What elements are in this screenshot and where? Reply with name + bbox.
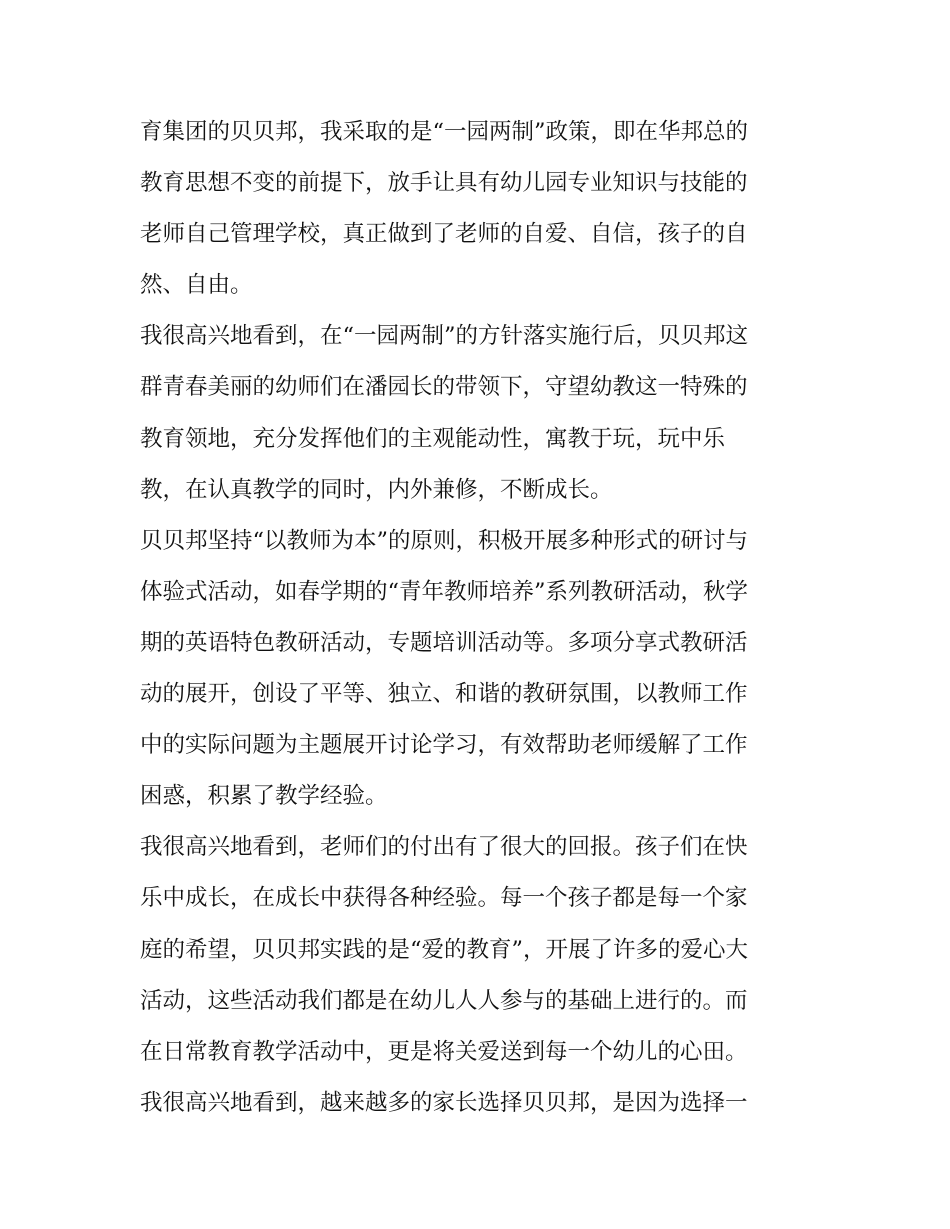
text-line: 庭的希望，贝贝邦实践的是“爱的教育”，开展了许多的爱心大 <box>140 936 749 963</box>
body-text <box>140 107 820 1129</box>
text-line: 育集团的贝贝邦，我采取的是“一园两制”政策，即在华邦总的 <box>140 119 749 145</box>
text-line: 贝贝邦坚持“以教师为本”的原则，积极开展多种形式的研讨与 <box>140 527 749 554</box>
text-line: 中的实际问题为主题展开讨论学习，有效帮助老师缓解了工作 <box>140 732 748 759</box>
text-line: 教育领地，充分发挥他们的主观能动性，寓教于玩，玩中乐 <box>140 425 726 452</box>
text-line: 动的展开，创设了平等、独立、和谐的教研氛围，以教师工作 <box>140 681 748 708</box>
text-line: 教，在认真教学的同时，内外兼修，不断成长。 <box>140 476 613 503</box>
text-line: 困惑，积累了教学经验。 <box>140 783 388 810</box>
text-line: 体验式活动，如春学期的“青年教师培养”系列教研活动，秋学 <box>140 578 749 605</box>
text-line: 我很高兴地看到，越来越多的家长选择贝贝邦，是因为选择一 <box>140 1089 748 1116</box>
text-line: 教育思想不变的前提下，放手让具有幼儿园专业知识与技能的 <box>140 170 748 197</box>
text-line: 期的英语特色教研活动，专题培训活动等。多项分享式教研活 <box>140 629 748 656</box>
text-line: 活动，这些活动我们都是在幼儿人人参与的基础上进行的。而 <box>140 987 748 1014</box>
text-line: 在日常教育教学活动中，更是将关爱送到每一个幼儿的心田。 <box>140 1038 748 1065</box>
text-line: 群青春美丽的幼师们在潘园长的带领下，守望幼教这一特殊的 <box>140 374 748 401</box>
text-line: 我很高兴地看到，在“一园两制”的方针落实施行后，贝贝邦这 <box>140 323 749 350</box>
text-line: 我很高兴地看到，老师们的付出有了很大的回报。孩子们在快 <box>140 834 748 861</box>
text-line: 乐中成长，在成长中获得各种经验。每一个孩子都是每一个家 <box>140 885 748 912</box>
text-line: 然、自由。 <box>140 272 253 299</box>
text-line: 老师自己管理学校，真正做到了老师的自爱、自信，孩子的自 <box>140 221 748 248</box>
